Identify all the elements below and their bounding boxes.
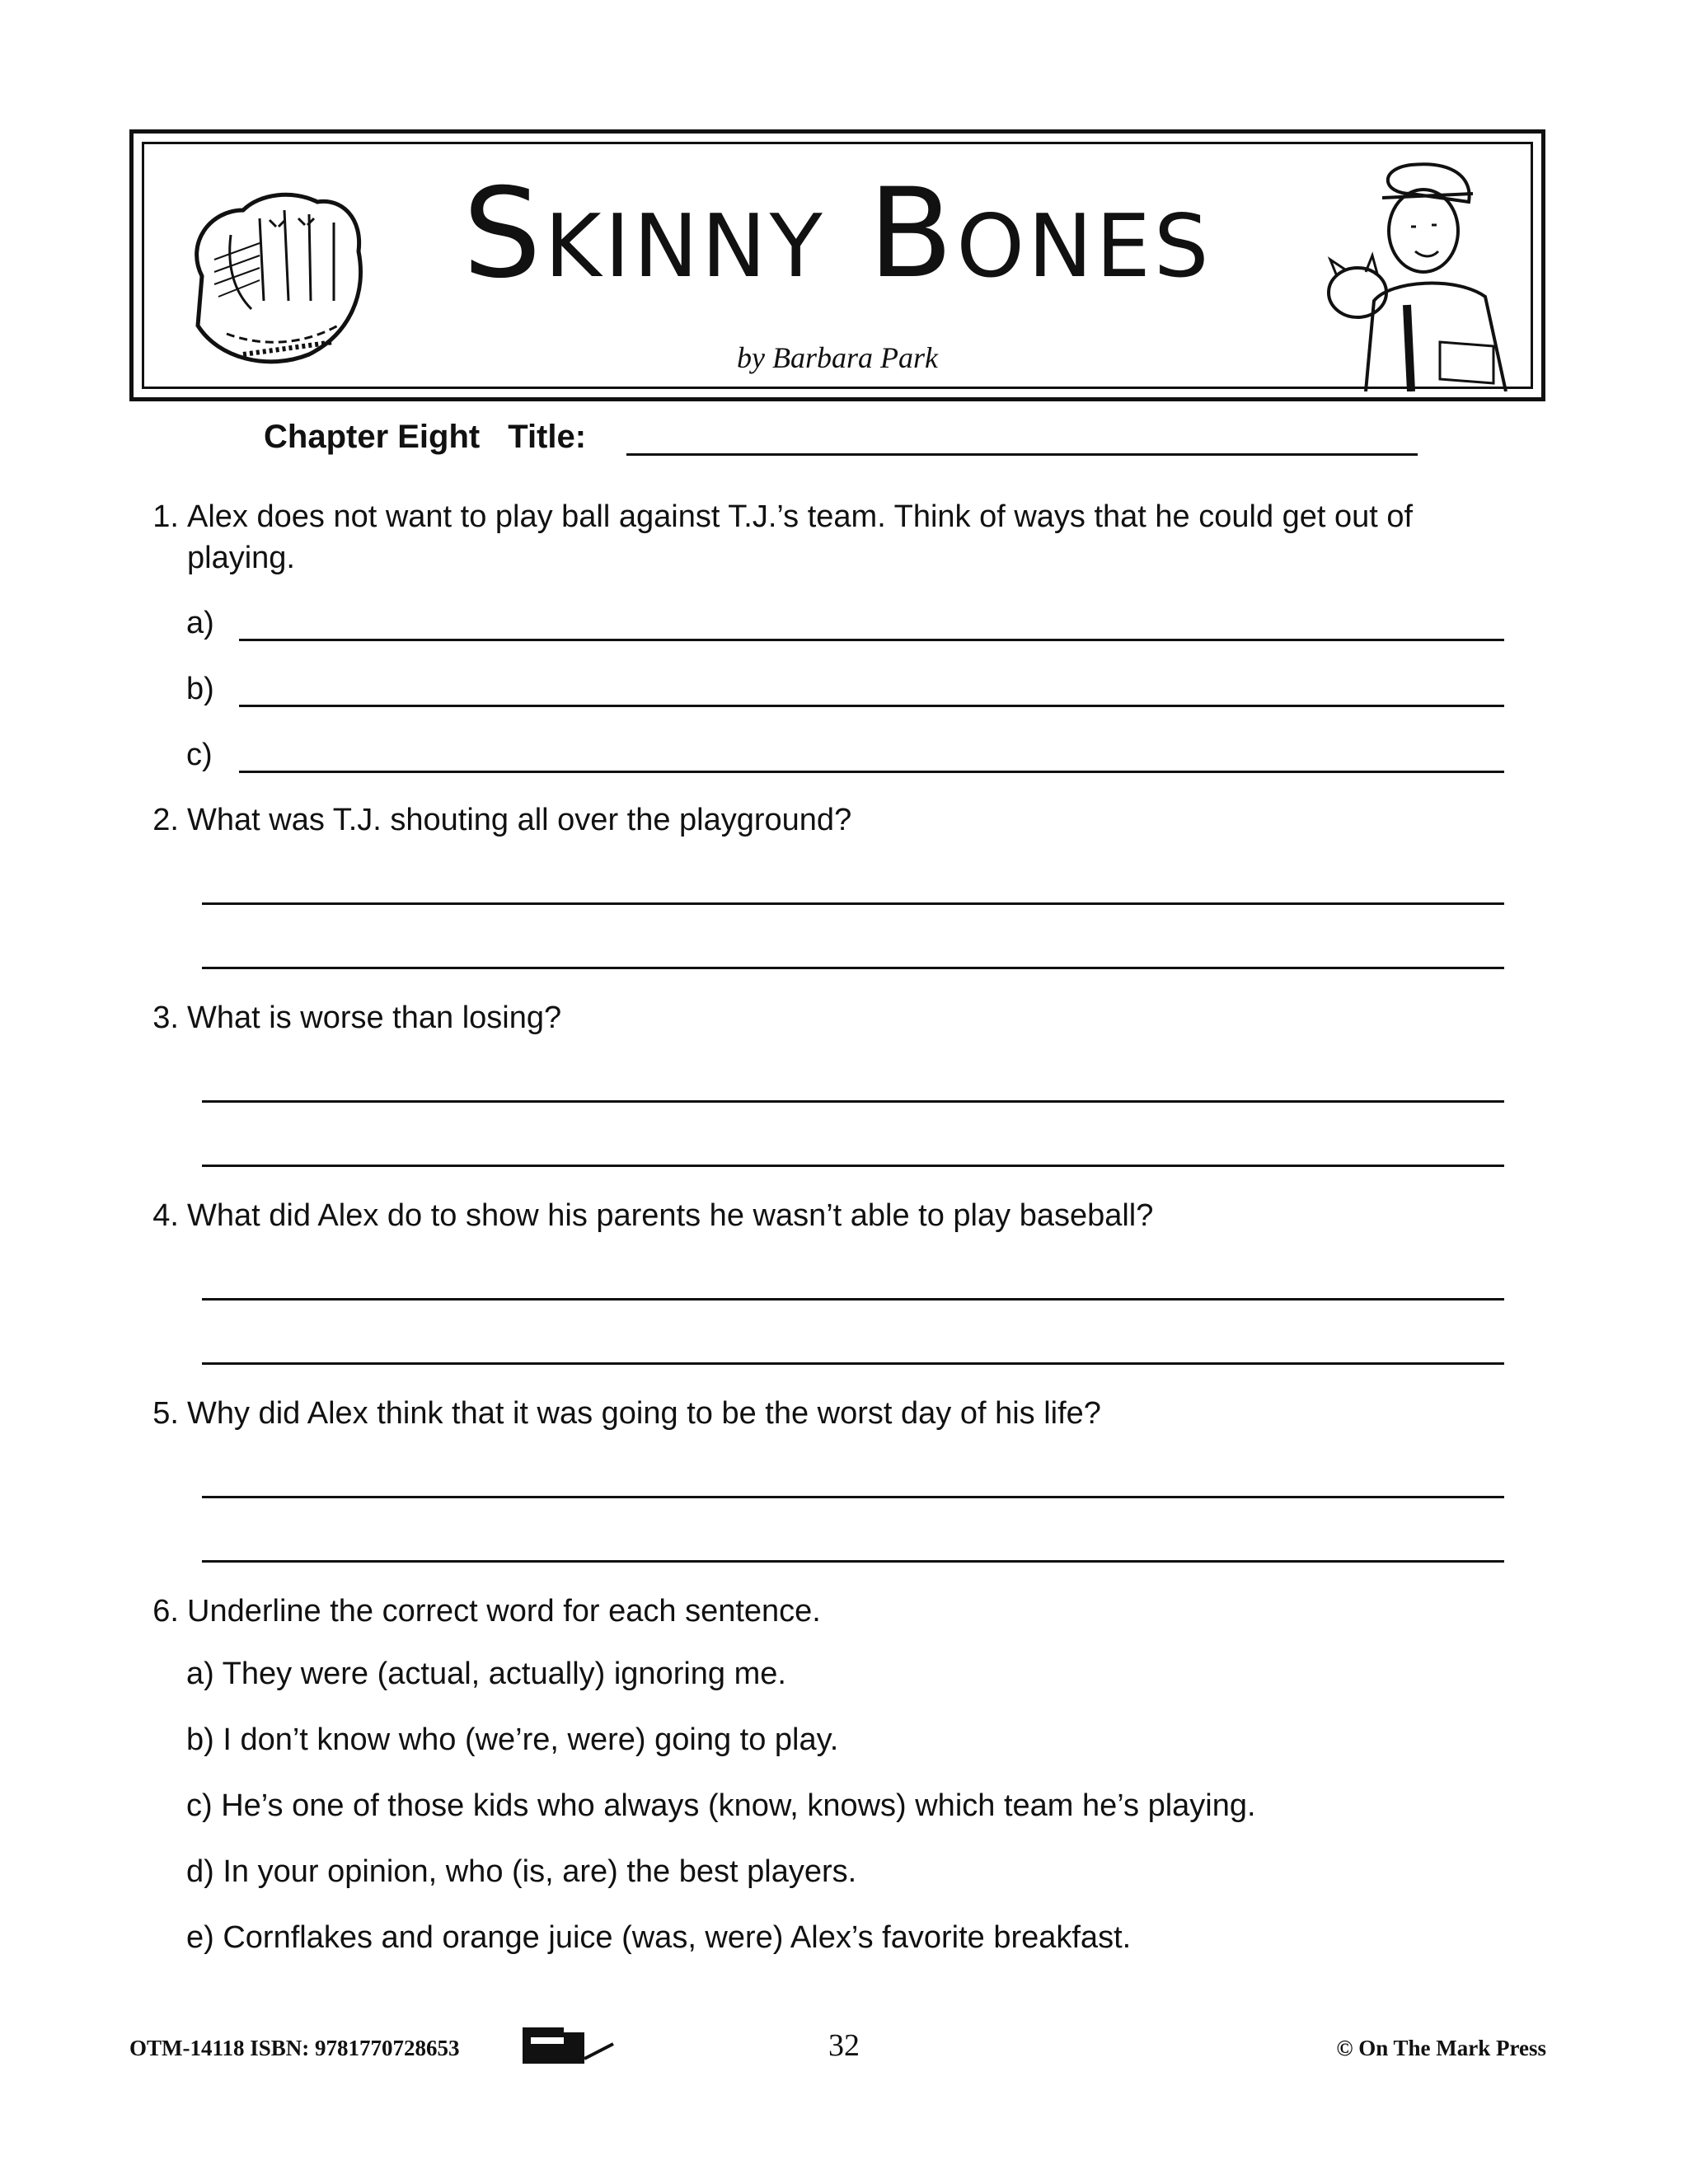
- question-text: What is worse than losing?: [187, 1001, 562, 1035]
- page-title: Skinny Bones: [462, 162, 1212, 306]
- question-text: What was T.J. shouting all over the playground?: [187, 803, 852, 837]
- question-number: 5.: [152, 1396, 179, 1431]
- chapter-heading: [264, 419, 586, 456]
- answer-line[interactable]: [202, 1165, 1504, 1167]
- answer-line[interactable]: [202, 902, 1504, 905]
- footer-publisher: © On The Mark Press: [1336, 2036, 1546, 2060]
- footer-isbn: OTM-14118 ISBN: 9781770728653: [129, 2036, 460, 2060]
- option-label-a: a): [186, 606, 214, 640]
- grammar-sentence-e: e) Cornflakes and orange juice (was, were) Alex’s favorite breakfast.: [186, 1920, 1132, 1955]
- question-text: Alex does not want to play ball against T.J.’s team. Think of ways that he could get out of playing.: [187, 499, 1414, 575]
- chapter-label: Chapter Eight: [264, 419, 481, 455]
- question-number: 3.: [152, 1001, 179, 1035]
- question-text: Underline the correct word for each sentence.: [187, 1594, 821, 1629]
- grammar-sentence-c: c) He’s one of those kids who always (know, knows) which team he’s playing.: [186, 1788, 1256, 1823]
- page-number: 32: [828, 2028, 860, 2063]
- author-byline: by Barbara Park: [737, 341, 938, 374]
- chapter-title-answer-line[interactable]: [626, 453, 1418, 456]
- answer-line[interactable]: [239, 639, 1504, 641]
- chapter-title-label: Title:: [508, 419, 587, 455]
- banner-inner-frame: [142, 142, 1533, 389]
- grammar-sentence-b: b) I don’t know who (we’re, were) going to play.: [186, 1722, 839, 1757]
- answer-line[interactable]: [202, 967, 1504, 969]
- answer-line[interactable]: [202, 1100, 1504, 1103]
- question-number: 1.: [152, 499, 179, 534]
- grammar-sentence-a: a) They were (actual, actually) ignoring me.: [186, 1657, 786, 1691]
- answer-line[interactable]: [239, 705, 1504, 707]
- answer-line[interactable]: [202, 1560, 1504, 1563]
- question-number: 6.: [152, 1594, 179, 1629]
- answer-line[interactable]: [202, 1496, 1504, 1498]
- option-label-b: b): [186, 672, 214, 706]
- answer-line[interactable]: [202, 1362, 1504, 1365]
- answer-line[interactable]: [239, 771, 1504, 773]
- grammar-sentence-d: d) In your opinion, who (is, are) the best players.: [186, 1854, 857, 1889]
- boy-with-kitten-illustration: [1308, 161, 1514, 391]
- answer-line[interactable]: [202, 1298, 1504, 1301]
- title-banner: [129, 129, 1545, 401]
- question-text: What did Alex do to show his parents he wasn’t able to play baseball?: [187, 1198, 1154, 1233]
- question-text: Why did Alex think that it was going to be the worst day of his life?: [187, 1396, 1101, 1431]
- question-number: 4.: [152, 1198, 179, 1233]
- question-number: 2.: [152, 803, 179, 837]
- option-label-c: c): [186, 738, 213, 772]
